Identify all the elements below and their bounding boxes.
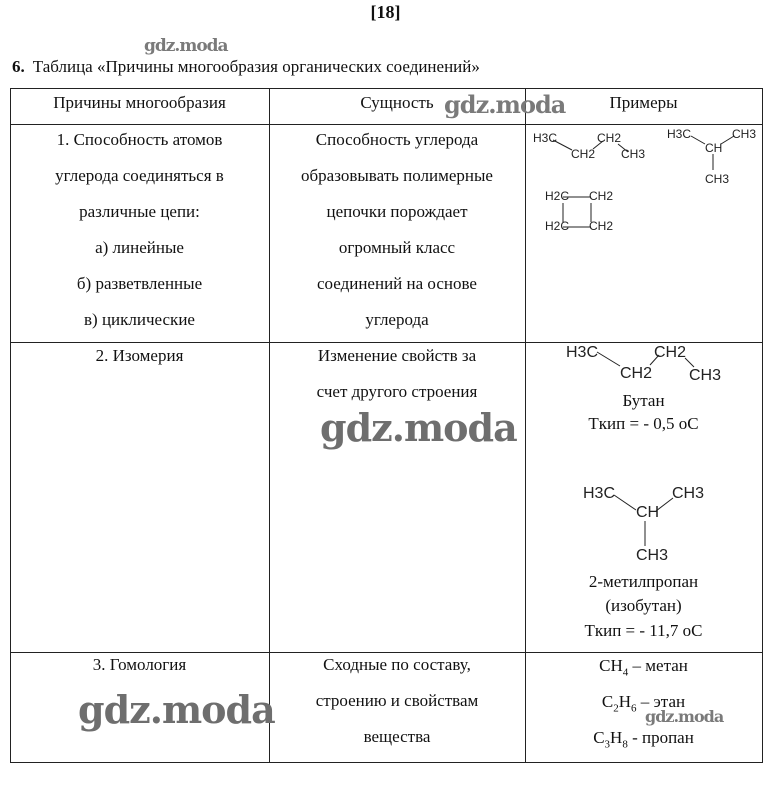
methane-formula [525,656,762,678]
chem-butane-ch2b: CH2 [654,344,687,361]
propane-hsub: 8 [622,738,628,751]
row1-cause-line: различные цепи: [79,202,200,221]
butane-name: Бутан [622,391,665,410]
ethane-name: – этан [636,692,686,711]
chem-linear-ch2a: CH2 [571,147,596,161]
chem-branched-ch: CH [705,141,723,155]
propane-name: - пропан [627,728,694,747]
propane-csub: 3 [604,738,611,751]
watermark: gdz.moda [444,90,566,119]
isobutane-name: 2-метилпропан [588,572,699,591]
propane-c: C [593,728,605,747]
chem-cyclic-ch2-bottom: CH2 [589,219,614,233]
header-causes: Причины многообразия [53,93,226,112]
propane-h: H [610,728,623,747]
row3-cause-line: 3. Гомология [92,655,187,674]
row2-essence-line: счет другого строения [316,382,478,401]
watermark: gdz.moda [78,687,275,732]
row3-cause [10,647,269,683]
row3-essence-line: строению и свойствам [315,691,479,710]
header-examples: Примеры [609,93,678,112]
row1-cause-line: в) циклические [84,310,195,329]
row1-essence-line: цепочки порождает [326,202,468,221]
propane-formula [525,728,762,750]
chem-branched-ch3a: CH3 [732,127,757,141]
chem-isobutane-ch: CH [636,504,660,521]
row1-cause-line: б) разветвленные [76,274,203,293]
methane-ch: CH [599,656,623,675]
row2-essence-line: Изменение свойств за [317,346,477,365]
row1-essence-line: углерода [365,310,429,329]
ethane-csub: 2 [613,702,619,715]
chem-isobutane-ch3a: CH3 [672,485,705,502]
row1-essence-line: образовывать полимерные [301,166,493,185]
methane-name: – метан [628,656,688,675]
isobutane-boiling-point: Tкип = - 11,7 оС [584,621,703,640]
page-number: [18] [370,2,401,22]
chem-cyclic-h2c-bottom: H2C [545,219,570,233]
row1-cause-line: а) линейные [95,238,184,257]
chem-butane-ch3: CH3 [689,367,722,384]
chem-butane-h3c: H3C [566,344,599,361]
header-essence: Сущность [360,93,434,112]
ethane-c: C [601,692,614,711]
row1-essence-line: Способность углерода [315,130,479,149]
chem-cyclic-ch2-top: CH2 [589,189,614,203]
row2-cause-line: 2. Изомерия [95,346,184,365]
chem-linear-ch2b: CH2 [597,131,622,145]
row3-essence [269,647,525,755]
row1-cause-line: углерода соединяться в [55,166,224,185]
watermark: gdz.moda [320,405,517,450]
ethane-hsub: 6 [631,702,637,715]
isobutane-alt-name: (изобутан) [605,596,682,615]
row3-essence-line: вещества [363,727,431,746]
task-number: 6. [12,57,25,76]
watermark: gdz.moda [144,36,228,56]
chem-linear-ch3: CH3 [621,147,646,161]
row1-cause-line: 1. Способность атомов [56,130,223,149]
chem-butane-ch2a: CH2 [620,365,653,382]
row1-essence-line: соединений на основе [317,274,477,293]
chem-branched-ch3b: CH3 [705,172,730,186]
task-title: Таблица «Причины многообразия органических соединений» [32,57,480,76]
row1-essence-line: огромный класс [338,238,456,257]
chem-branched-h3c: H3C [667,127,692,141]
chem-cyclic-h2c-top: H2C [545,189,570,203]
butane-boiling-point: Tкип = - 0,5 оС [588,414,699,433]
row3-essence-line: Сходные по составу, [323,655,471,674]
chem-isobutane-ch3b: CH3 [636,547,669,564]
methane-sub: 4 [622,666,629,679]
watermark: gdz.moda [645,707,724,726]
ethane-formula [525,692,762,714]
ethane-h: H [618,692,632,711]
chem-linear-h3c: H3C [533,131,558,145]
chem-isobutane-h3c: H3C [583,485,616,502]
